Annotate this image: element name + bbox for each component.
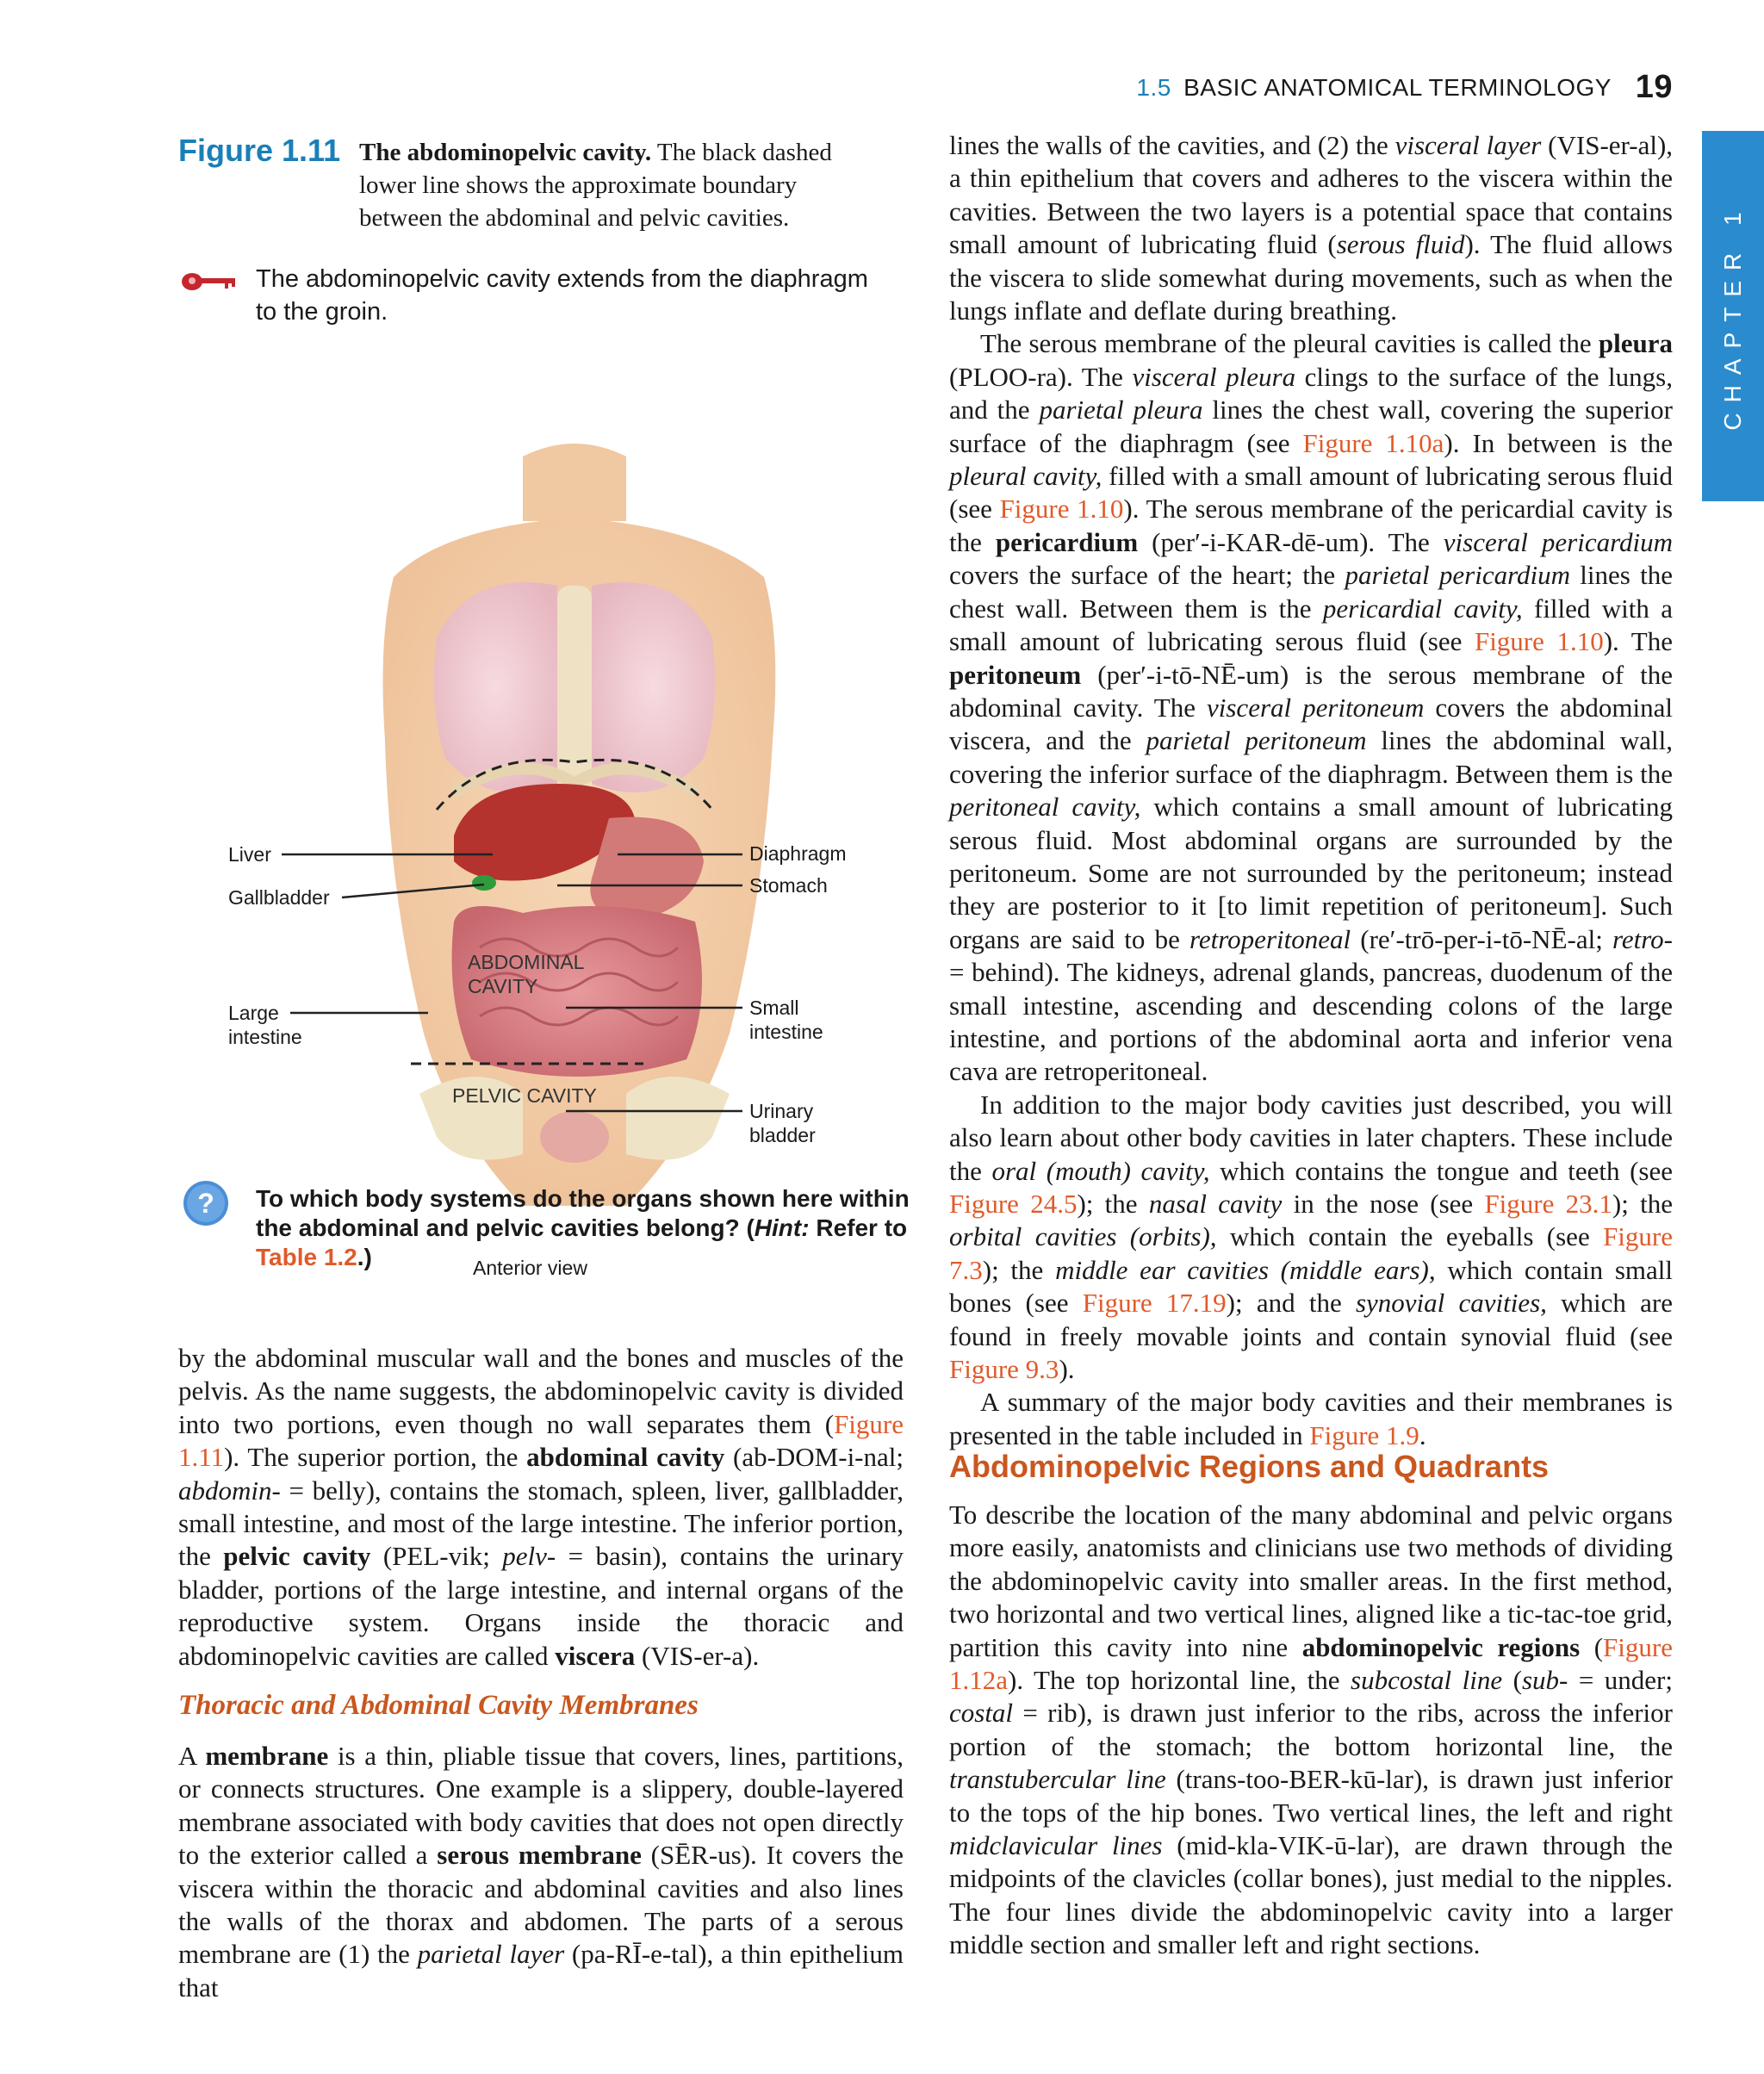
figure-link[interactable]: Figure 1.10 <box>999 494 1124 525</box>
figure-caption <box>178 129 904 232</box>
figure-link[interactable]: Figure 24.5 <box>949 1189 1078 1219</box>
label-stomach: Stomach <box>749 874 828 897</box>
label-diaphragm: Diaphragm <box>749 842 847 865</box>
right-para-3: In addition to the major body cavities just described, you will also learn about other body cavities in later chapters. These include the oral (mouth) cavity, which contains the tongue and teeth (see Figure 24.5); the nasal cavity in the nose (see Figure 23.1); the orbital cavities (orbits), which contain the eyeballs (see Figure 7.3); the middle ear cavities (middle ears), which contain small bones (see Figure 17.19); and the synovial cavities, which are found in freely movable joints and contain synovial fluid (see Figure 9.3). <box>949 1089 1674 1385</box>
figure-number: Figure 1.11 <box>178 133 341 168</box>
section-number: 1.5 <box>1136 74 1171 101</box>
subheading-membranes: Thoracic and Abdominal Cavity Membranes <box>178 1690 699 1721</box>
page-number: 19 <box>1635 69 1673 105</box>
question-hint: Hint: <box>754 1214 810 1241</box>
figure-link[interactable]: Figure 1.11 <box>178 1408 904 1473</box>
right-para-5: To describe the location of the many abdominal and pelvic organs more easily, anatomists and clinicians use two methods of dividing the abdominopelvic cavity into smaller areas. In the first method, two horizontal and two vertical lines, aligned like a tic-tac-toe grid, partition this cavity into nine abdominopelvic regions (Figure 1.12a). The top horizontal line, the subcostal line (sub- = under; costal = rib), is drawn just inferior to the ribs, across the inferior portion of the stomach; the bottom horizontal line, the transtubercular line (trans-too-BER-kū-lar), is drawn just inferior to the tops of the hip bones. Two vertical lines, the left and right midclavicular lines (mid-kla-VIK-ū-lar), are drawn through the midpoints of the clavicles (collar bones), just medial to the nipples. The four lines divide the abdominopelvic cavity into a larger middle section and smaller left and right sections. <box>949 1500 1674 1960</box>
right-para-1: lines the walls of the cavities, and (2) the visceral layer (VIS-er-al), a thin epithelium that covers and adheres to the viscera within the cavities. Between the two layers is a potential space that contains small amount of lubricating fluid (serous fluid). The fluid allows the viscera to slide somewhat during movements, such as when the lungs inflate and deflate during breathing. <box>949 130 1674 326</box>
figure-title-block <box>359 136 876 234</box>
svg-text:?: ? <box>197 1188 214 1219</box>
figure-question <box>178 1184 910 1322</box>
chapter-tab-label: CHAPTER 1 <box>1719 202 1746 431</box>
question-part-a: To which body systems do the organs shown here within the abdominal and pelvic cavities belong? ( <box>256 1185 910 1241</box>
label-large-intestine: Large intestine <box>228 1002 302 1048</box>
figure-link[interactable]: Figure 1.9 <box>1309 1419 1419 1450</box>
right-para-4: A summary of the major body cavities and their membranes is presented in the table included in Figure 1.9. <box>949 1387 1673 1450</box>
question-icon <box>182 1179 230 1227</box>
label-anterior-view: Anterior view <box>473 1257 587 1279</box>
key-icon <box>178 267 239 293</box>
label-urinary-bladder: Urinary bladder <box>749 1100 816 1146</box>
question-part-c: .) <box>357 1244 372 1270</box>
figure-link[interactable]: Figure 7.3 <box>949 1221 1673 1285</box>
figure-link[interactable]: Figure 17.19 <box>1082 1288 1227 1319</box>
question-part-b: Refer to <box>809 1214 908 1241</box>
table-link[interactable]: Table 1.2 <box>256 1244 357 1270</box>
figure-caption-text: The black dashed lower line shows the approximate boundary between the abdominal and pelvic cavities. <box>359 139 832 232</box>
figure-link[interactable]: Figure 23.1 <box>1484 1189 1612 1219</box>
label-pelvic-cavity: PELVIC CAVITY <box>452 1084 597 1107</box>
figure-link[interactable]: Figure 1.10a <box>1302 427 1444 458</box>
left-body-para-2: A membrane is a thin, pliable tissue that covers, lines, partitions, or connects structures. One example is a slippery, double-layered membrane associated with body cavities that does not open directly to the exterior called a serous membrane (SĒR-us). It covers the viscera within the thoracic and abdominal cavities and also lines the walls of the thorax and abdomen. The parts of a serous membrane are (1) the parietal layer (pa-RĪ-e-tal), a thin epithelium that <box>178 1741 904 2003</box>
question-text <box>256 1184 910 1272</box>
figure-link[interactable]: Figure 9.3 <box>949 1354 1059 1385</box>
right-para-2: The serous membrane of the pleural cavities is called the pleura (PLOO-ra). The visceral pleura clings to the surface of the lungs, and the parietal pleura lines the chest wall, covering the superior surface of the diaphragm (see Figure 1.10a). In between is the pleural cavity, filled with a small amount of lubricating serous fluid (see Figure 1.10). The serous membrane of the pericardial cavity is the pericardium (per′-i-KAR-dē-um). The visceral pericardium covers the surface of the heart; the parietal pericardium lines the chest wall. Between them is the pericardial cavity, filled with a small amount of lubricating serous fluid (see Figure 1.10). The peritoneum (per′-i-tō-NĒ-um) is the serous membrane of the abdominal cavity. The visceral peritoneum covers the abdominal viscera, and the parietal peritoneum lines the abdominal wall, covering the inferior surface of the diaphragm. Between them is the peritoneal cavity, which contains a small amount of lubricating serous fluid. Most abdominal organs are surrounded by the peritoneum. Some are not surrounded by the peritoneum; instead they are posterior to it [to limit repetition of peritoneum]. Such organs are said to be retroperitoneal (re′-trō-per-i-tō-NĒ-al; retro- = behind). The kidneys, adrenal glands, pancreas, duodenum of the small intestine, ascending and descending colons of the large intestine, and portions of the abdominal aorta and inferior vena cava are retroperitoneal. <box>949 328 1674 1087</box>
left-column <box>178 129 910 2003</box>
heading-regions-quadrants: Abdominopelvic Regions and Quadrants <box>949 1449 1550 1484</box>
figure-title: The abdominopelvic cavity. <box>359 139 652 166</box>
section-title: BASIC ANATOMICAL TERMINOLOGY <box>1183 74 1612 101</box>
key-note-text: The abdominopelvic cavity extends from the diaphragm to the groin. <box>256 265 868 326</box>
chapter-tab <box>1702 131 1764 501</box>
figure-link[interactable]: Figure 1.10 <box>1474 626 1604 657</box>
left-body-para-1: by the abdominal muscular wall and the bones and muscles of the pelvis. As the name suggests, the abdominopelvic cavity is divided into two portions, even though no wall separates them (Figure 1.11). The superior portion, the abdominal cavity (ab-DOM-i-nal; abdomin- = belly), contains the stomach, spleen, liver, gallbladder, small intestine, and most of the large intestine. The inferior portion, the pelvic cavity (PEL-vik; pelv- = basin), contains the urinary bladder, portions of the large intestine, and internal organs of the reproductive system. Organs inside the thoracic and abdominopelvic cavities are called viscera (VIS-er-a). <box>178 1343 904 1671</box>
label-small-intestine: Small intestine <box>749 997 823 1043</box>
figure-link[interactable]: Figure 1.12a <box>949 1631 1673 1696</box>
label-gallbladder: Gallbladder <box>228 886 330 909</box>
label-liver: Liver <box>228 843 271 866</box>
right-body-text <box>949 129 1673 1452</box>
running-head <box>1136 69 1673 106</box>
label-abdominal-cavity: ABDOMINAL CAVITY <box>468 951 584 997</box>
